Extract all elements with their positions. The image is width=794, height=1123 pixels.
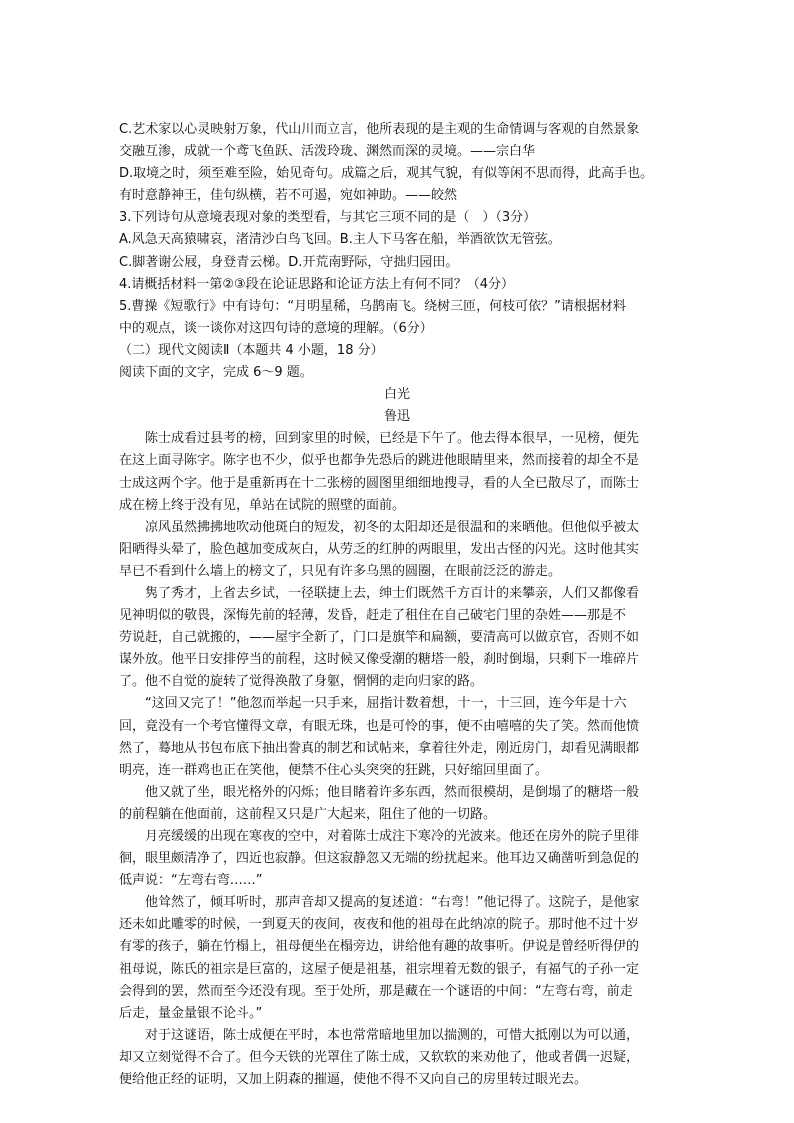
document-body bbox=[119, 119, 675, 1091]
section-heading: （二）现代文阅读Ⅱ（本题共 4 小题，18 分） bbox=[119, 342, 384, 358]
article-title: 白光 bbox=[383, 387, 410, 403]
text-line: D.取境之时，须至难至险，始见奇句。成篇之后，观其气貌，有似等闲不思而得，此高手也。 bbox=[119, 166, 654, 182]
paragraph-line: 却又立刻觉得不合了。但今天铁的光罩住了陈士成，又软软的来劝他了，他或者偶一迟疑， bbox=[119, 1049, 640, 1065]
paragraph-line: 早已不看到什么墙上的榜文了，只见有许多乌黑的圆圈，在眼前泛泛的游走。 bbox=[119, 563, 562, 579]
paragraph-line: 后走，量金量银不论斗。” bbox=[119, 1005, 263, 1021]
paragraph-line: 对于这谜语，陈士成便在平时，本也常常暗地里加以揣测的，可惜大抵刚以为可以通， bbox=[119, 1027, 640, 1043]
paragraph-line: 便给他正经的证明，又加上阴森的摧逼，使他不得不又向自己的房里转过眼光去。 bbox=[119, 1072, 588, 1088]
paragraph-line: 会得到的罢，然而至今还没有现。至于处所，那是藏在一个谜语的中间：“左弯右弯，前走 bbox=[119, 983, 633, 999]
text-line: 中的观点，谈一谈你对这四句诗的意境的理解。（6分） bbox=[119, 320, 433, 336]
text-line: 交融互渗，成就一个鸢飞鱼跃、活泼玲珑、渊然而深的灵境。——宗白华 bbox=[119, 144, 536, 160]
text-line: 有时意静神王，佳句纵横，若不可遏，宛如神助。——皎然 bbox=[119, 188, 458, 204]
option-line: C.脚著谢公屐，身登青云梯。D.开荒南野际，守拙归园田。 bbox=[119, 254, 459, 270]
question-4: 4.请概括材料一第②③段在论证思路和论证方法上有何不同？（4分） bbox=[119, 276, 514, 292]
question-3: 3.下列诗句从意境表现对象的类型看，与其它三项不同的是（ ）（3分） bbox=[119, 210, 537, 226]
paragraph-line: 他又就了坐，眼光格外的闪烁；他目睹着许多东西，然而很模胡，是倒塌了的糖塔一般 bbox=[119, 784, 640, 800]
paragraph-line: 凉风虽然拂拂地吹动他斑白的短发，初冬的太阳却还是很温和的来晒他。但他似乎被太 bbox=[119, 519, 640, 535]
paragraph-line: 隽了秀才，上省去乡试，一径联捷上去，绅士们既然千方百计的来攀亲，人们又都像看 bbox=[119, 585, 640, 601]
paragraph-line: 劳说赶，自己就搬的，——屋宇全新了，门口是旗竿和扁额，要清高可以做京官，否则不如 bbox=[119, 630, 640, 646]
paragraph-line: 然了，蓦地从书包布底下抽出誊真的制艺和试帖来，拿着往外走，刚近房门，却看见满眼都 bbox=[119, 740, 640, 756]
paragraph-line: 有零的孩子，躺在竹榻上，祖母便坐在榻旁边，讲给他有趣的故事听。伊说是曾经听得伊的 bbox=[119, 939, 640, 955]
paragraph-line: 谋外放。他平日安排停当的前程，这时候又像受潮的糖塔一般，刹时倒塌，只剩下一堆碎片 bbox=[119, 652, 640, 668]
paragraph-line: 低声说：“左弯右弯……” bbox=[119, 873, 263, 889]
paragraph-line: 成在榜上终于没有见，单站在试院的照壁的面前。 bbox=[119, 497, 406, 513]
paragraph-line: 在这上面寻陈字。陈字也不少，似乎也都争先恐后的跳进他眼睛里来，然而接着的却全不是 bbox=[119, 453, 640, 469]
paragraph-line: 徊，眼里颇清净了，四近也寂静。但这寂静忽又无端的纷扰起来。他耳边又确凿听到急促的 bbox=[119, 851, 640, 867]
paragraph-line: 见神明似的敬畏，深悔先前的轻薄，发昏，赶走了租住在自己破宅门里的杂姓——那是不 bbox=[119, 608, 627, 624]
paragraph-line: 士成这两个字。他于是重新再在十二张榜的圆图里细细地搜寻，看的人全已散尽了，而陈士 bbox=[119, 475, 640, 491]
paragraph-line: 阳晒得头晕了，脸色越加变成灰白，从劳乏的红肿的两眼里，发出古怪的闪光。这时他其实 bbox=[119, 541, 640, 557]
paragraph-line: 回，竟没有一个考官懂得文章，有眼无珠，也是可怜的事，便不由嘻嘻的失了笑。然而他愤 bbox=[119, 718, 640, 734]
paragraph-line: 的前程躺在他面前，这前程又只是广大起来，阻住了他的一切路。 bbox=[119, 806, 497, 822]
paragraph-line: 了。他不自觉的旋转了觉得涣散了身躯，惘惘的走向归家的路。 bbox=[119, 674, 484, 690]
question-5: 5.曹操《短歌行》中有诗句：“月明星稀，乌鹊南飞。绕树三匝，何枝可依？”请根据材料 bbox=[119, 298, 626, 314]
paragraph-line: “这回又完了！”他忽而举起一只手来，屈指计数着想，十一，十三回，连今年是十六 bbox=[119, 696, 627, 712]
paragraph-line: 祖母说，陈氏的祖宗是巨富的，这屋子便是祖基，祖宗埋着无数的银子，有福气的子孙一定 bbox=[119, 961, 640, 977]
instruction: 阅读下面的文字，完成 6～9 题。 bbox=[119, 365, 313, 381]
paragraph-line: 陈士成看过县考的榜，回到家里的时候，已经是下午了。他去得本很早，一见榜，便先 bbox=[119, 431, 640, 447]
paragraph-line: 月亮缓缓的出现在寒夜的空中，对着陈士成注下寒冷的光波来。他还在房外的院子里徘 bbox=[119, 829, 640, 844]
paragraph-line: 他耸然了，倾耳听时，那声音却又提高的复述道：“右弯！”他记得了。这院子，是他家 bbox=[119, 895, 640, 911]
paragraph-line: 还未如此雕零的时候，一到夏天的夜间，夜夜和他的祖母在此纳凉的院子。那时他不过十岁 bbox=[119, 917, 640, 933]
paragraph-line: 明亮，连一群鸡也正在笑他，便禁不住心头突突的狂跳，只好缩回里面了。 bbox=[119, 762, 549, 778]
option-line: A.风急天高猿啸哀，渚清沙白鸟飞回。B.主人下马客在船，举酒欲饮无管弦。 bbox=[119, 232, 561, 248]
text-line: C.艺术家以心灵映射万象，代山川而立言，他所表现的是主观的生命情调与客观的自然景象 bbox=[119, 122, 640, 137]
article-author: 鲁迅 bbox=[383, 409, 410, 425]
